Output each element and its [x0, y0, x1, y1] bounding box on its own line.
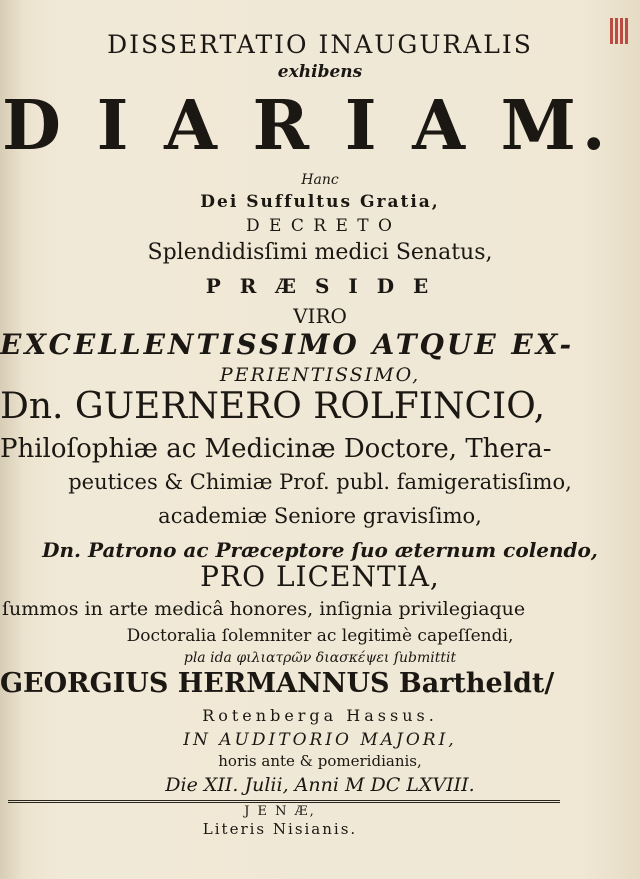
line-dei-suffultus: Dei Suffultus Gratia,	[200, 192, 440, 212]
line-philosophiae: Philoſophiæ ac Medicinæ Doctore, Thera-	[0, 434, 552, 464]
line-date: Die XII. Julii, Anni M DC LXVIII.	[165, 774, 475, 796]
heading-dissertatio: DISSERTATIO INAUGURALIS	[107, 30, 533, 59]
line-pro-licentia: PRO LICENTIA,	[200, 560, 440, 593]
line-academiae: academiæ Seniore gravisſimo,	[158, 504, 482, 528]
line-senatus: Splendidisſimi medici Senatus,	[147, 240, 493, 265]
line-decreto: D E C R E T O	[246, 216, 394, 236]
line-doctoralia: Doctoralia ſolemniter ac legitimè capeſſendi,	[126, 626, 514, 646]
line-perientissimo: PERIENTISSIMO,	[219, 364, 421, 386]
line-patrono: Dn. Patrono ac Præceptore ſuo æternum colendo,	[42, 538, 598, 562]
line-jenae: J E N Æ,	[244, 804, 316, 819]
line-rolfincio: Dn. GUERNERO ROLFINCIO,	[0, 386, 546, 427]
line-excellentissimo: EXCELLENTISSIMO ATQUE EX-	[0, 328, 575, 361]
divider-rule	[8, 800, 560, 803]
line-georgius: GEORGIUS HERMANNUS Bartheldt/	[0, 668, 555, 699]
line-praeside: P R Æ S I D E	[205, 274, 435, 298]
line-horis: horis ante & pomeridianis,	[218, 752, 422, 770]
line-viro: VIRO	[293, 304, 347, 328]
line-literis: Literis Nisianis.	[202, 820, 358, 838]
line-hanc: Hanc	[301, 172, 339, 188]
main-title-diariam: D I A R I A M.	[2, 86, 612, 166]
line-submittit: pla ida φιλιατρῶν διασκέψει ſubmittit	[183, 650, 457, 666]
line-auditorio: IN AUDITORIO MAJORI,	[183, 730, 457, 750]
line-therapeutices: peutices & Chimiæ Prof. publ. famigeratisſimo,	[68, 470, 572, 494]
line-rotenberga: Rotenberga Hassus.	[202, 706, 438, 725]
line-summos: ſummos in arte medicâ honores, inſignia privilegiaque	[2, 598, 526, 620]
subheading-exhibens: exhibens	[277, 62, 363, 82]
